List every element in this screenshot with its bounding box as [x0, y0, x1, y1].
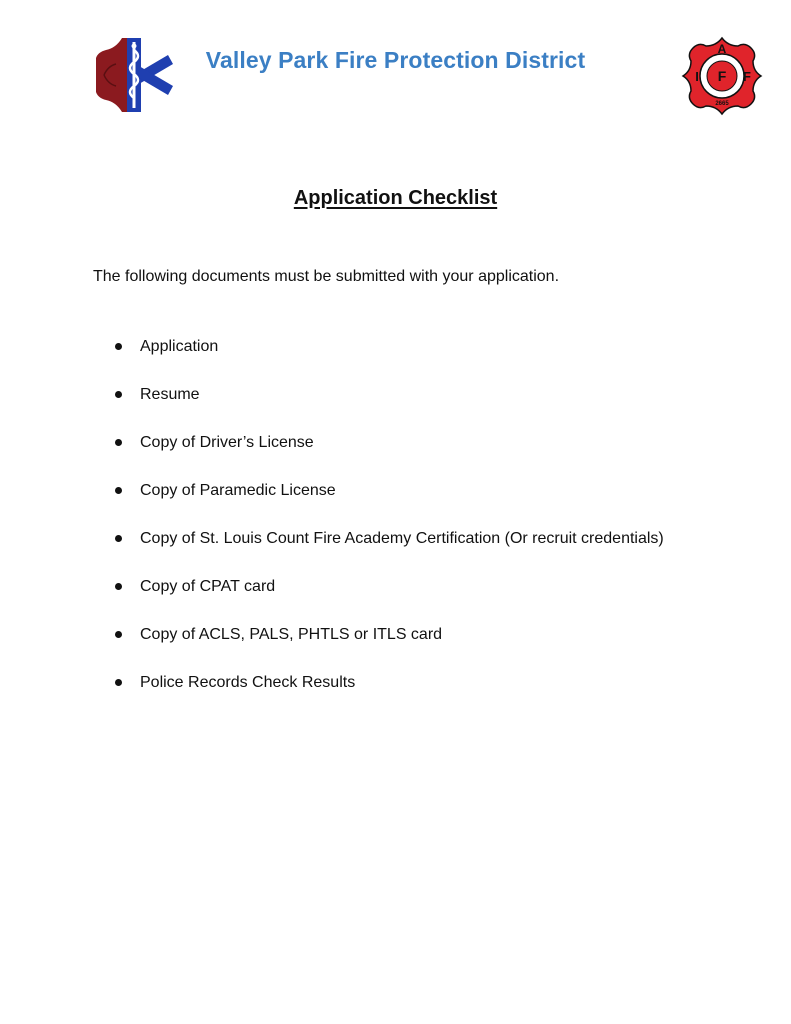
list-item-text: Application — [140, 338, 219, 355]
list-item-text: Copy of Driver’s License — [140, 434, 314, 451]
list-item-text: Resume — [140, 386, 200, 403]
bullet-icon — [115, 535, 122, 542]
bullet-icon — [115, 679, 122, 686]
bullet-icon — [115, 343, 122, 350]
bullet-icon — [115, 439, 122, 446]
list-item — [115, 432, 664, 480]
list-item-text: Copy of CPAT card — [140, 578, 276, 595]
list-item — [115, 672, 664, 720]
checklist — [115, 336, 664, 720]
document-title: Application Checklist — [293, 187, 498, 209]
list-item — [115, 480, 664, 528]
list-item — [115, 384, 664, 432]
list-item-text: Copy of Paramedic License — [140, 482, 336, 499]
list-item — [115, 336, 664, 384]
bullet-icon — [115, 487, 122, 494]
list-item — [115, 528, 664, 576]
list-item — [115, 576, 664, 624]
svg-text:A: A — [717, 42, 727, 56]
organization-title: Valley Park Fire Protection District — [205, 47, 586, 73]
svg-text:F: F — [743, 69, 751, 84]
list-item-text: Copy of St. Louis Count Fire Academy Certification (Or recruit credentials) — [140, 530, 664, 547]
list-item-text: Police Records Check Results — [140, 674, 356, 691]
svg-text:F: F — [717, 68, 727, 84]
iaff-maltese-cross-icon — [681, 36, 763, 116]
bullet-icon — [115, 631, 122, 638]
svg-text:I: I — [695, 69, 699, 84]
list-item — [115, 624, 664, 672]
bullet-icon — [115, 583, 122, 590]
list-item-text: Copy of ACLS, PALS, PHTLS or ITLS card — [140, 626, 443, 643]
bullet-icon — [115, 391, 122, 398]
intro-text: The following documents must be submitted with your application. — [93, 268, 560, 285]
svg-text:2665: 2665 — [715, 101, 729, 107]
